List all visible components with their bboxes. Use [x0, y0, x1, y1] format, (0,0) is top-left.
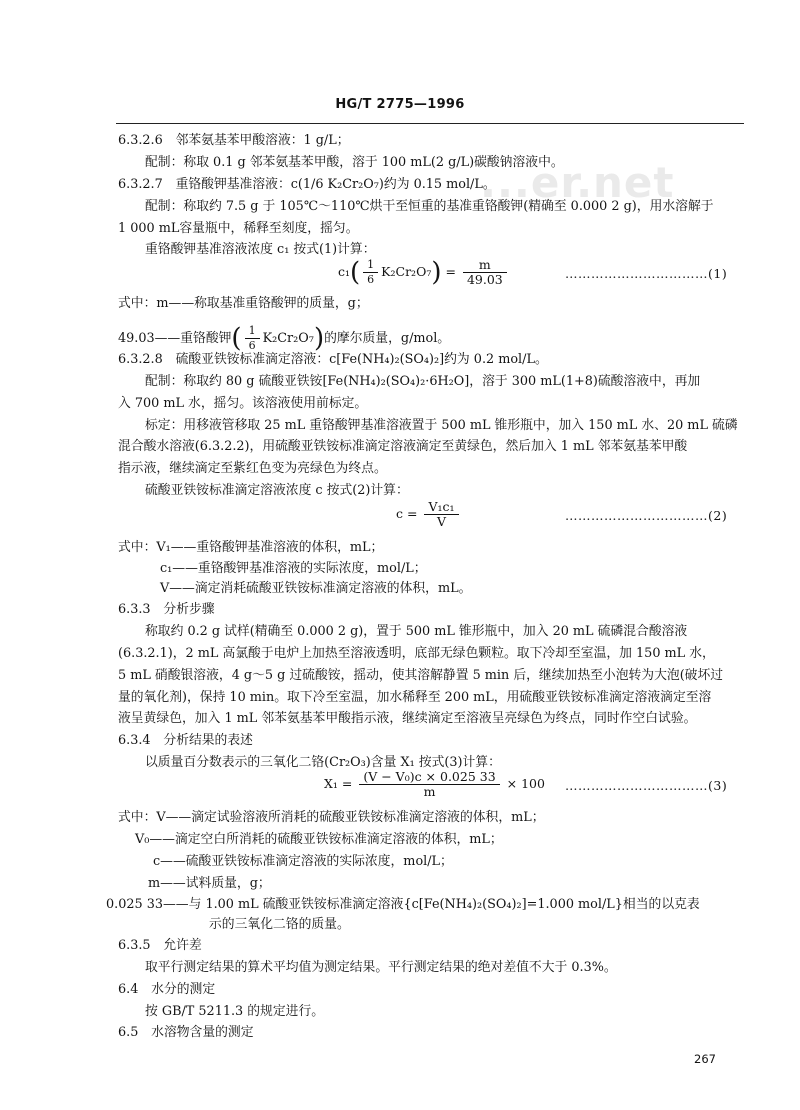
formula-3-frac: $\frac{\text{(V − V₀)c × 0.025 33}}{m}$: [359, 770, 499, 799]
clause-6-3-5: 6.3.5 允许差: [118, 938, 202, 953]
where-line: 式中：V₁——重铬酸钾基准溶液的体积，mL；: [118, 540, 384, 555]
formula-3-tail: × 100: [506, 776, 545, 791]
body-line: 标定：用移液管移取 25 mL 重铬酸钾基准溶液置于 500 mL 锥形瓶中，加入 150 mL 水、20 mL 硫磷: [145, 418, 738, 433]
formula-3-number: ……………………………(3): [565, 778, 728, 793]
body-line: 重铬酸钾基准溶液浓度 c₁ 按式(1)计算：: [145, 242, 376, 257]
where-line: 式中：m——称取基准重铬酸钾的质量，g；: [118, 296, 369, 311]
clause-6-4: 6.4 水分的测定: [118, 982, 216, 997]
where-line: V——滴定消耗硫酸亚铁铵标准滴定溶液的体积，mL。: [160, 581, 472, 596]
body-line: 称取约 0.2 g 试样(精确至 0.000 2 g)，置于 500 mL 锥形瓶中，加入 20 mL 硫磷混合酸溶液: [145, 624, 688, 639]
body-line: 硫酸亚铁铵标准滴定溶液浓度 c 按式(2)计算：: [145, 483, 409, 498]
body-line: 混合酸水溶液(6.3.2.2)，用硫酸亚铁铵标准滴定溶液滴定至黄绿色，然后加入 1 mL 邻苯氨基苯甲酸: [118, 439, 688, 454]
where-line: c₁——重铬酸钾基准溶液的实际浓度，mol/L；: [160, 561, 427, 576]
where-line: 示的三氧化二铬的质量。: [209, 917, 350, 932]
formula-1-eq: =: [445, 264, 456, 279]
where-line: 式中：V——滴定试验溶液所消耗的硫酸亚铁铵标准滴定溶液的体积，mL；: [118, 810, 545, 825]
formula-2-number: ……………………………(2): [565, 508, 728, 523]
clause-6-3-4: 6.3.4 分析结果的表述: [118, 733, 253, 748]
where-line: 0.025 33——与 1.00 mL 硫酸亚铁铵标准滴定溶液{c[Fe(NH₄)₂(SO₄)₂]=1.000 mol/L}相当的以克表: [106, 897, 700, 912]
paren-close: ): [431, 257, 442, 288]
formula-3-lhs: X₁ =: [324, 776, 353, 791]
body-line: 取平行测定结果的算术平均值为测定结果。平行测定结果的绝对差值不大于 0.3%。: [145, 960, 617, 975]
clause-6-3-2-8: 6.3.2.8 硫酸亚铁铵标准滴定溶液：c[Fe(NH₄)₂(SO₄)₂]约为 0.2 mol/L。: [118, 352, 548, 367]
body-line: 量的氧化剂)，保持 10 min。取下冷至室温，加水稀释至 200 mL，用硫酸亚铁铵标准滴定溶液滴定至溶: [118, 690, 712, 705]
formula-2-frac: $\frac{\text{V₁c₁}}{V}$: [424, 500, 458, 529]
formula-2: [396, 500, 462, 529]
formula-1-arg: K₂Cr₂O₇: [381, 264, 432, 279]
formula-1-arg-frac: $\frac{1}{6}$: [363, 258, 378, 287]
clause-6-3-2-7: 6.3.2.7 重铬酸钾基准溶液：c(1/6 K₂Cr₂O₇)约为 0.15 mol/L。: [118, 177, 496, 192]
body-line: 液呈黄绿色，加入 1 mL 邻苯氨基苯甲酸指示液，继续滴定至溶液呈亮绿色为终点，同时作空白试验。: [118, 711, 697, 726]
formula-1: [338, 258, 510, 287]
where-line: c——硫酸亚铁铵标准滴定溶液的实际浓度，mol/L；: [153, 854, 453, 869]
body-line: 5 mL 硝酸银溶液，4 g～5 g 过硫酸铵，摇动，使其溶解静置 5 min 后，继续加热至小泡转为大泡(破坏过: [118, 668, 724, 683]
body-line: 1 000 mL容量瓶中，稀释至刻度，摇匀。: [118, 221, 359, 236]
header-rule: [116, 123, 744, 124]
body-line: 指示液，继续滴定至紫红色变为亮绿色为终点。: [118, 461, 387, 476]
formula-1-frac: $\frac{m}{49.03}$: [463, 258, 507, 287]
page-number: 267: [694, 1052, 716, 1066]
inline-frac: $\frac{1}{6}$: [245, 324, 260, 353]
body-line: 配制：称取约 7.5 g 于 105℃～110℃烘干至恒重的基准重铬酸钾(精确至 0.000 2 g)，用水溶解于: [145, 199, 714, 214]
watermark: ...er.net: [480, 158, 675, 207]
body-line: 按 GB/T 5211.3 的规定进行。: [145, 1004, 325, 1019]
paren-open: (: [350, 257, 361, 288]
body-line: 以质量百分数表示的三氧化二铬(Cr₂O₃)含量 X₁ 按式(3)计算：: [145, 755, 501, 770]
clause-6-5: 6.5 水溶物含量的测定: [118, 1025, 254, 1040]
where-line: V₀——滴定空白所消耗的硫酸亚铁铵标准滴定溶液的体积，mL；: [135, 832, 503, 847]
body-line: 配制：称取 0.1 g 邻苯氨基苯甲酸，溶于 100 mL(2 g/L)碳酸钠溶液中。: [145, 155, 564, 170]
formula-3: [324, 770, 545, 799]
body-line: 配制：称取约 80 g 硫酸亚铁铵[Fe(NH₄)₂(SO₄)₂·6H₂O]，溶于 300 mL(1+8)硫酸溶液中，再加: [145, 374, 701, 389]
page-header: HG/T 2775—1996: [335, 97, 465, 112]
body-line: 入 700 mL 水，摇匀。该溶液使用前标定。: [118, 396, 368, 411]
body-line: (6.3.2.1)，2 mL 高氯酸于电炉上加热至溶液透明，底部无绿色颗粒。取下冷却至室温，加 150 mL 水，: [118, 646, 715, 661]
formula-2-lhs: c =: [396, 506, 418, 521]
where-line: m——试料质量，g；: [148, 876, 271, 891]
clause-6-3-2-6: 6.3.2.6 邻苯氨基苯甲酸溶液：1 g/L；: [118, 133, 350, 148]
formula-1-number: ……………………………(1): [565, 266, 728, 281]
clause-6-3-3: 6.3.3 分析步骤: [118, 602, 215, 617]
formula-1-lhs: c₁: [338, 264, 351, 279]
where-line: 49.03——重铬酸钾( $\frac{1}{6}$ K₂Cr₂O₇)的摩尔质量，g/mol。: [118, 323, 451, 354]
